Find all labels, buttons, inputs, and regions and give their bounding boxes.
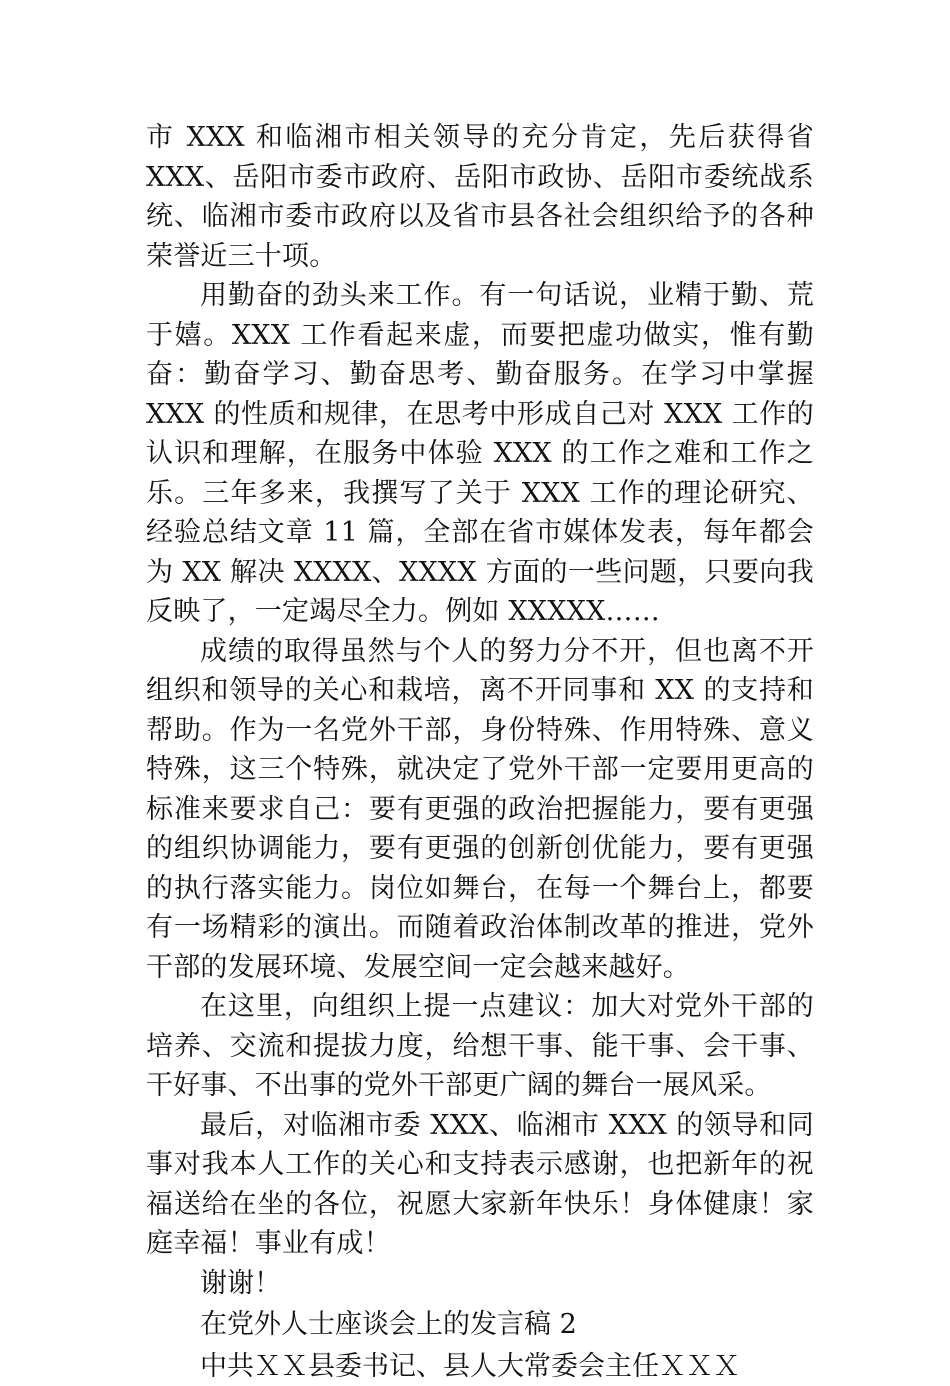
paragraph-achievements: 成绩的取得虽然与个人的努力分不开，但也离不开组织和领导的关心和栽培，离不开同事和 XX 的支持和帮助。作为一名党外干部，身份特殊、作用特殊、意义特殊，这三个特殊，就决定了党外干部一定要用更高的标准来要求自己：要有更强的政治把握能力，要有更强的组织协调能力，要有更强的创新创优能力，要有更强的执行落实能力。岗位如舞台，在每一个舞台上，都要有一场精彩的演出。而随着政治体制改革的推进，党外干部的发展环境、发展空间一定会越来越好。 <box>146 632 814 988</box>
paragraph-thanks: 最后，对临湘市委 XXX、临湘市 XXX 的领导和同事对我本人工作的关心和支持表示感谢，也把新年的祝福送给在坐的各位，祝愿大家新年快乐！身体健康！家庭幸福！事业有成！ <box>146 1106 814 1264</box>
document-page <box>146 118 814 1386</box>
closing-line: 谢谢！ <box>146 1264 814 1304</box>
next-speech-title: 在党外人士座谈会上的发言稿 2 <box>146 1305 814 1345</box>
paragraph-diligence: 用勤奋的劲头来工作。有一句话说，业精于勤、荒于嬉。XXX 工作看起来虚，而要把虚功做实，惟有勤奋：勤奋学习、勤奋思考、勤奋服务。在学习中掌握 XXX 的性质和规律，在思考中形成自己对 XXX 工作的认识和理解，在服务中体验 XXX 的工作之难和工作之乐。三年多来，我撰写了关于 XXX 工作的理论研究、经验总结文章 11 篇，全部在省市媒体发表，每年都会为 XX 解决 XXXX、XXXX 方面的一些问题，只要向我反映了，一定竭尽全力。例如 XXXXX…… <box>146 276 814 632</box>
speaker-line: 中共ＸＸ县委书记、县人大常委会主任ＸＸＸ <box>146 1347 814 1386</box>
paragraph-suggestion: 在这里，向组织上提一点建议：加大对党外干部的培养、交流和提拔力度，给想干事、能干事、会干事、干好事、不出事的党外干部更广阔的舞台一展风采。 <box>146 987 814 1106</box>
paragraph-honors: 市 XXX 和临湘市相关领导的充分肯定，先后获得省 XXX、岳阳市委市政府、岳阳市政协、岳阳市委统战系统、临湘市委市政府以及省市县各社会组织给予的各种荣誉近三十项。 <box>146 118 814 276</box>
